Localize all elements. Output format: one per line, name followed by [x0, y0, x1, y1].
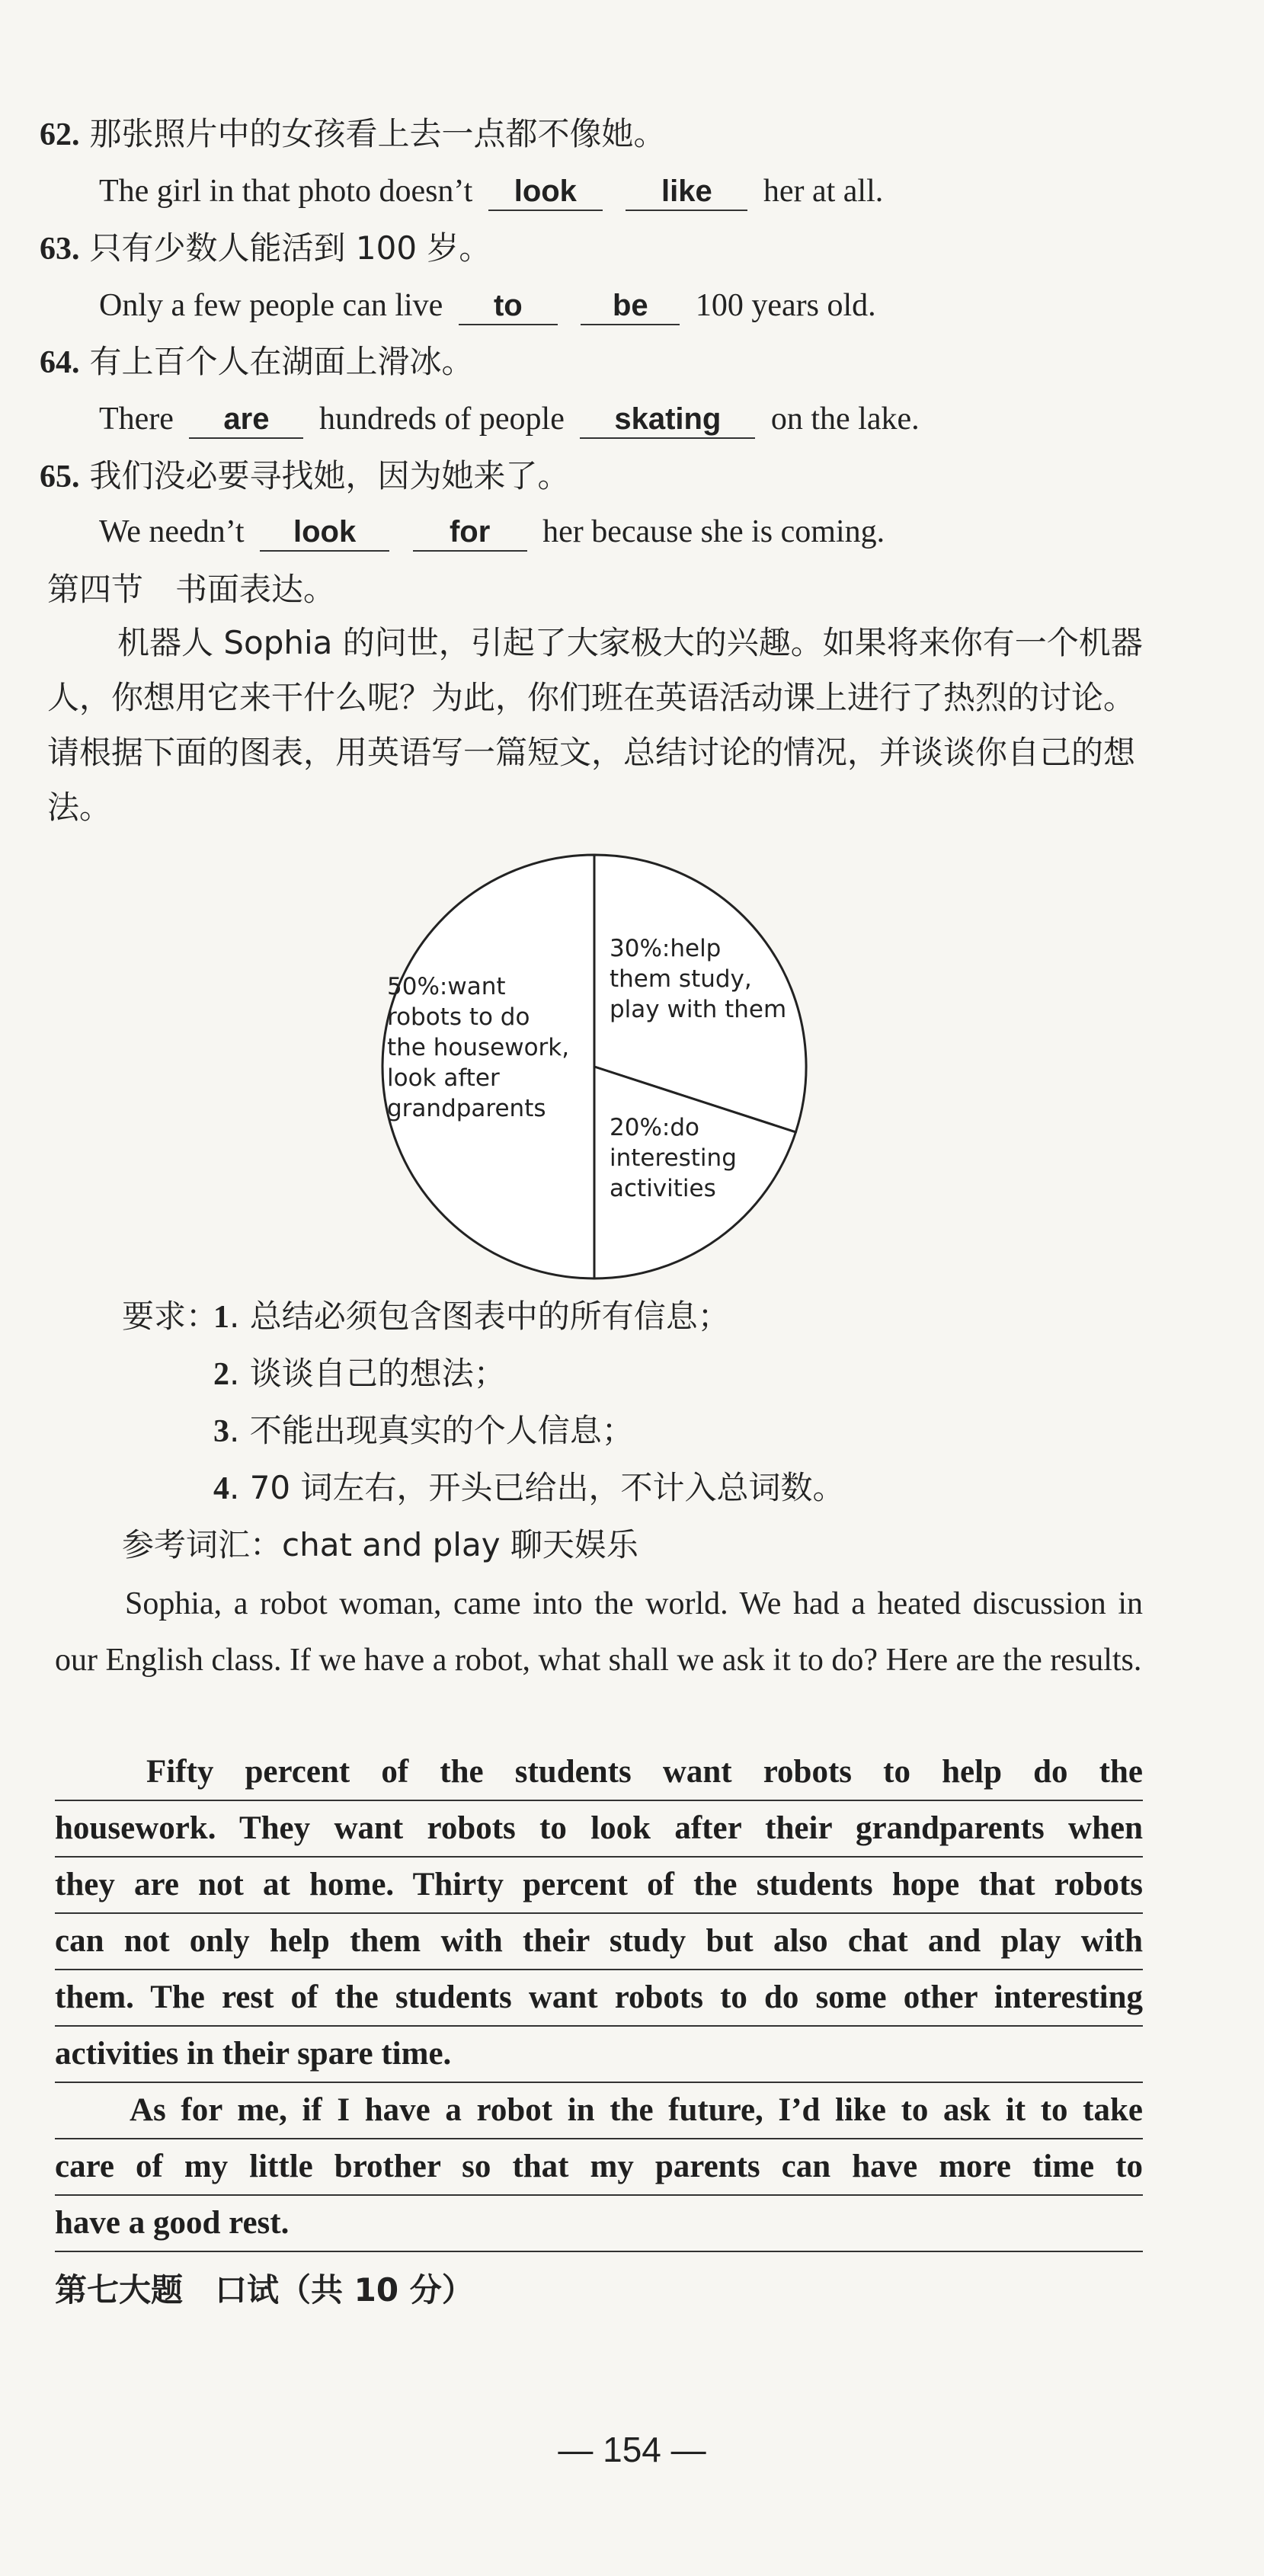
- item-62-question: [40, 113, 666, 156]
- page-number: — 154 —: [558, 2430, 706, 2469]
- writing-prompt: 机器人 Sophia 的问世，引起了大家极大的兴趣。如果将来你有一个机器人，你想用它来干什么呢？为此，你们班在英语活动课上进行了热烈的讨论。请根据下面的图表，用英语写一篇短文，总结讨论的情况，并谈谈你自己的想法。: [47, 624, 1143, 826]
- answer-blank: skating: [580, 401, 755, 439]
- item-63-sentence: [99, 284, 876, 327]
- pie-slice-label: 30%:help them study, play with them: [610, 935, 787, 1023]
- item-number: 64: [40, 345, 72, 380]
- answer-line: activities in their spare time.: [55, 2027, 1143, 2083]
- item-number: 63: [40, 232, 72, 267]
- requirement-4: [213, 1467, 845, 1510]
- answer-line: housework. They want robots to look after their grandparents when: [55, 1801, 1143, 1858]
- model-answer: [55, 1745, 1143, 2252]
- requirement-text: . 总结必须包含图表中的所有信息；: [229, 1298, 730, 1335]
- sentence-start: There: [99, 402, 174, 437]
- answer-line: have a good rest.: [55, 2196, 1143, 2252]
- reference-vocabulary: 参考词汇：chat and play 聊天娱乐: [122, 1526, 638, 1563]
- requirement-text: . 不能出现真实的个人信息；: [229, 1412, 634, 1449]
- answer-blank: be: [581, 287, 680, 325]
- item-65-question: [40, 455, 570, 498]
- pie-slice-label: 50%:want robots to do the housework, look after grandparents: [387, 973, 570, 1122]
- sentence-end: her because she is coming.: [542, 514, 885, 549]
- answer-line: can not only help them with their study but also chat and play with: [55, 1914, 1143, 1970]
- item-chinese: 只有少数人能活到 100 岁。: [89, 229, 491, 267]
- requirement-number: 3: [213, 1414, 229, 1449]
- answer-blank: look: [488, 173, 603, 211]
- requirement-2: [213, 1352, 506, 1396]
- answer-line: they are not at home. Thirty percent of the students hope that robots: [55, 1858, 1143, 1914]
- sentence-end: 100 years old.: [695, 288, 876, 323]
- item-chinese: 有上百个人在湖面上滑冰。: [89, 343, 474, 380]
- requirements-label: 要求：: [122, 1298, 219, 1335]
- answer-blank: for: [413, 514, 527, 552]
- sentence-start: Only a few people can live: [99, 288, 443, 323]
- sentence-end: her at all.: [763, 174, 884, 209]
- requirement-number: 1: [213, 1300, 229, 1335]
- sentence-start: The girl in that photo doesn’t: [99, 174, 473, 209]
- answer-line: Fifty percent of the students want robots to help do the: [55, 1745, 1143, 1801]
- item-number: 65: [40, 459, 72, 494]
- section-heading: 第四节 书面表达。: [47, 571, 336, 608]
- item-64-question: [40, 341, 474, 384]
- item-dot: .: [72, 117, 80, 152]
- item-64-sentence: [99, 398, 920, 440]
- answer-blank: like: [626, 173, 747, 211]
- answer-blank: look: [260, 514, 389, 552]
- answer-line: them. The rest of the students want robots to do some other interesting: [55, 1970, 1143, 2027]
- item-number: 62: [40, 117, 72, 152]
- requirement-number: 2: [213, 1357, 229, 1392]
- item-62-sentence: [99, 170, 883, 213]
- item-dot: .: [72, 459, 80, 494]
- answer-line: As for me, if I have a robot in the future, I’d like to ask it to take: [55, 2083, 1143, 2139]
- item-chinese: 那张照片中的女孩看上去一点都不像她。: [89, 115, 666, 152]
- item-chinese: 我们没必要寻找她，因为她来了。: [89, 457, 570, 494]
- item-63-question: [40, 227, 491, 270]
- item-dot: .: [72, 345, 80, 380]
- pie-slice-label: 20%:do interesting activities: [610, 1114, 737, 1202]
- requirement-number: 4: [213, 1471, 229, 1506]
- requirement-text: . 谈谈自己的想法；: [229, 1355, 506, 1392]
- answer-line: care of my little brother so that my parents can have more time to: [55, 2139, 1143, 2196]
- pie-chart: [373, 846, 815, 1288]
- sentence-end: on the lake.: [770, 402, 920, 437]
- requirement-1: [213, 1295, 730, 1339]
- requirement-3: [213, 1410, 634, 1453]
- requirement-text: . 70 词左右，开头已给出，不计入总词数。: [229, 1469, 845, 1506]
- sentence-start: We needn’t: [99, 514, 245, 549]
- answer-blank: are: [189, 401, 303, 439]
- next-section-heading: 第七大题 口试（共 10 分）: [55, 2271, 474, 2309]
- sentence-middle: hundreds of people: [318, 402, 565, 437]
- answer-blank: to: [459, 287, 558, 325]
- essay-opening: Sophia, a robot woman, came into the world. We had a heated discussion in our English class. If we have a robot, what shall we ask it to do? Here are the results.: [55, 1586, 1143, 1678]
- item-dot: .: [72, 232, 80, 267]
- item-65-sentence: [99, 510, 885, 553]
